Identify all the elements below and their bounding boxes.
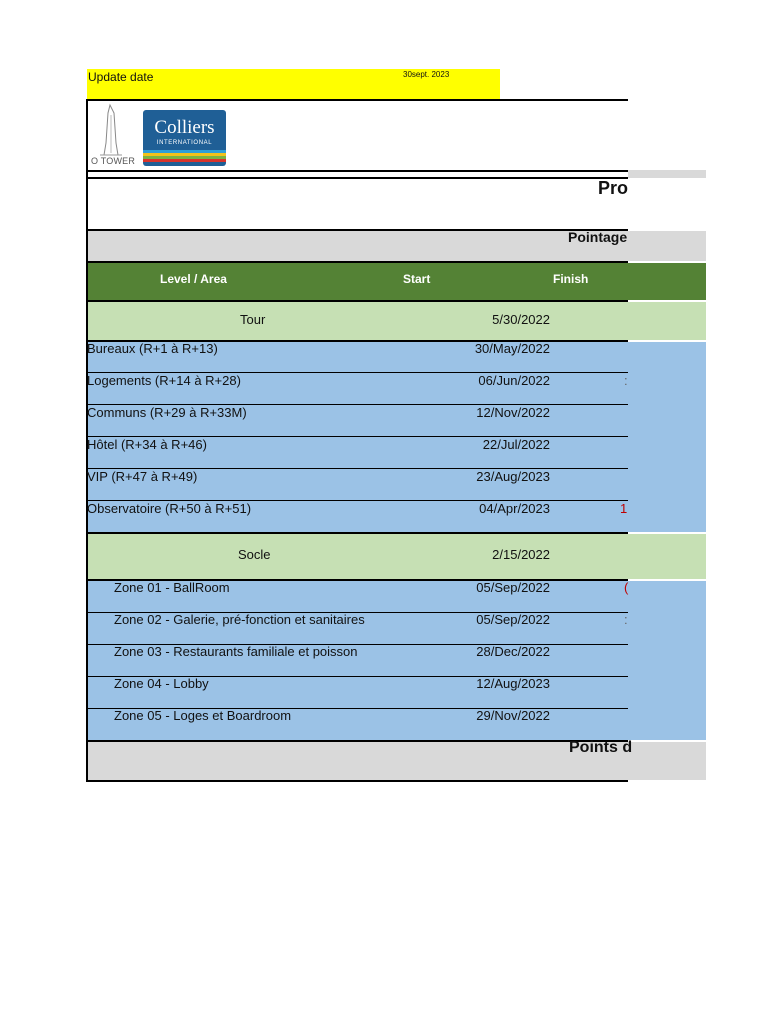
row-level: Zone 03 - Restaurants familiale et poisson: [114, 644, 358, 659]
row-start: 12/Aug/2023: [476, 676, 550, 691]
row-finish-partial: (: [624, 580, 629, 595]
row-finish-partial: :: [624, 612, 628, 627]
table-bottom-border: [86, 780, 628, 782]
update-date-label: Update date: [88, 70, 154, 84]
row-level: Zone 01 - BallRoom: [114, 580, 230, 595]
header-finish: Finish: [553, 272, 589, 286]
row-level: Communs (R+29 à R+33M): [87, 405, 247, 420]
row-finish-partial: 1: [620, 501, 628, 516]
o-tower-logo-text: O TOWER: [91, 156, 136, 166]
row-level: Logements (R+14 à R+28): [87, 373, 241, 388]
row-start: 04/Apr/2023: [479, 501, 550, 516]
header-top-border: [86, 99, 628, 101]
row-start: 30/May/2022: [474, 341, 550, 356]
colliers-logo-sub: INTERNATIONAL: [156, 140, 213, 146]
row-level: VIP (R+47 à R+49): [87, 469, 198, 484]
row-level: Bureaux (R+1 à R+13): [87, 341, 218, 356]
points-title: Points d: [569, 739, 633, 756]
row-level: Observatoire (R+50 à R+51): [87, 501, 252, 516]
colliers-logo-name: Colliers: [154, 117, 215, 138]
row-level: Zone 02 - Galerie, pré-fonction et sanitaires: [114, 612, 365, 627]
row-start: 05/Sep/2022: [476, 580, 550, 595]
group-name-tour: Tour: [240, 312, 266, 327]
right-grey-strip: [628, 170, 706, 178]
colliers-logo: [143, 110, 226, 166]
row-start: 28/Dec/2022: [476, 644, 550, 659]
header-start: Start: [403, 272, 431, 286]
row-start: 12/Nov/2022: [476, 405, 550, 420]
header-level-area: Level / Area: [160, 272, 227, 286]
group-name-socle: Socle: [238, 547, 271, 562]
row-start: 06/Jun/2022: [478, 373, 550, 388]
row-level: Zone 04 - Lobby: [114, 676, 209, 691]
row-level: Hôtel (R+34 à R+46): [87, 437, 207, 452]
group-start-socle: 2/15/2022: [492, 547, 550, 562]
row-start: 22/Jul/2022: [482, 437, 550, 452]
group-row-socle: [88, 534, 706, 579]
logo-stripe-red: [143, 159, 226, 162]
group-start-tour: 5/30/2022: [492, 312, 550, 327]
logo-bottom-border: [86, 170, 628, 172]
group-row-tour: [88, 302, 706, 340]
row-finish-partial: :: [624, 373, 628, 388]
row-level: Zone 05 - Loges et Boardroom: [114, 708, 292, 723]
row-start: 29/Nov/2022: [476, 708, 550, 723]
title-top-border: [86, 177, 628, 179]
pointage-title: Pointage: [568, 229, 628, 245]
update-date-value: 30sept. 2023: [403, 70, 450, 79]
row-start: 05/Sep/2022: [476, 612, 550, 627]
row-start: 23/Aug/2023: [476, 469, 550, 484]
project-title: Pro: [598, 178, 629, 198]
